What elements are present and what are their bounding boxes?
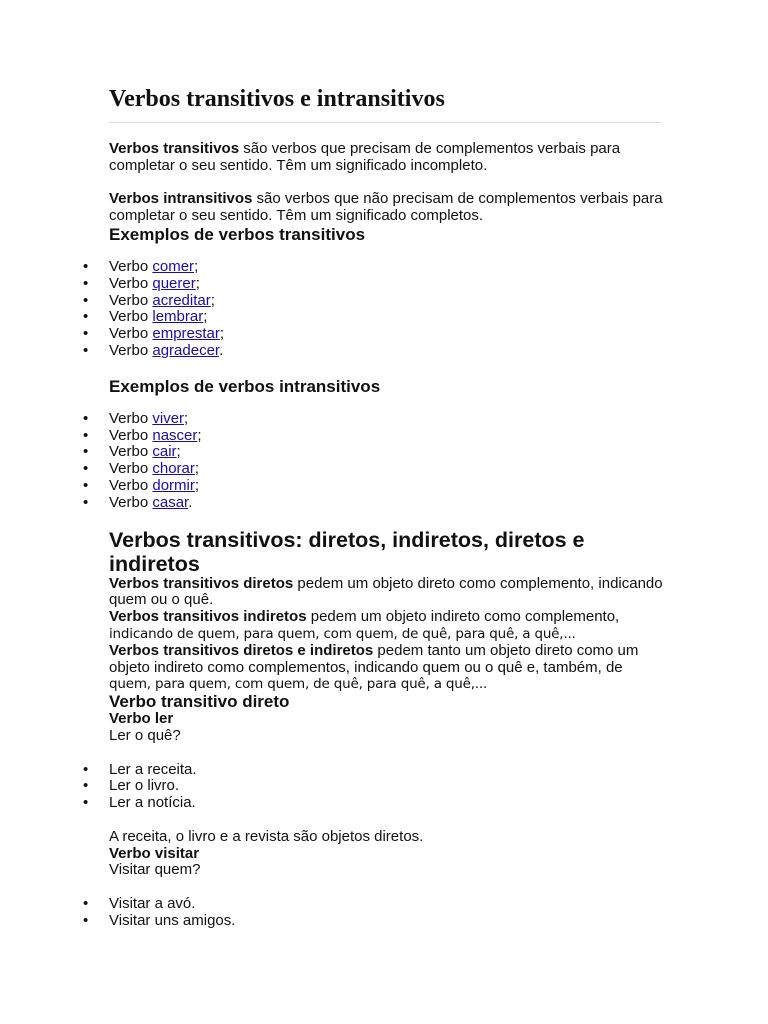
list-item: • Visitar uns amigos. (83, 911, 236, 929)
bullet-icon: • (83, 291, 89, 309)
definition-direct: pedem um objeto direto como complemento, indicando quem ou o quê. (109, 574, 663, 609)
indirect-examples: indicando de quem, para quem, com quem, de quê, para quê, a quê,... (109, 625, 576, 642)
bullet-icon: • (83, 325, 89, 343)
list-item: • Verbo viver; (83, 409, 189, 427)
list-item: • Verbo comer; (83, 257, 199, 275)
article-body (83, 140, 669, 929)
term-transitive: Verbos transitivos (109, 140, 240, 157)
verb-link-agradecer[interactable]: agradecer (152, 341, 220, 359)
list-item: • Verbo dormir; (83, 476, 200, 494)
heading-transitive-examples: Exemplos de verbos transitivos (109, 224, 366, 244)
verb-link-acreditar[interactable]: acreditar (152, 291, 211, 309)
intro-paragraph-intransitive (109, 191, 669, 225)
question-ler: Ler o quê? (109, 726, 181, 744)
bullet-icon: • (83, 257, 89, 275)
list-item: • Verbo acreditar; (83, 291, 215, 309)
title-divider (109, 122, 660, 123)
bullet-icon: • (83, 308, 89, 326)
bullet-icon: • (83, 341, 89, 359)
verb-link-emprestar[interactable]: emprestar (152, 325, 220, 343)
list-intransitive-examples (83, 409, 669, 512)
bullet-icon: • (83, 274, 89, 292)
verb-link-casar[interactable]: casar (152, 493, 189, 511)
bullet-icon: • (83, 409, 89, 427)
heading-intransitive-examples: Exemplos de verbos intransitivos (109, 376, 381, 396)
list-item: • Verbo cair; (83, 443, 181, 461)
verb-link-comer[interactable]: comer (152, 257, 195, 275)
heading-direct-verb: Verbo transitivo direto (109, 692, 290, 712)
list-item: • Verbo agradecer. (83, 341, 224, 359)
question-visitar: Visitar quem? (109, 861, 201, 879)
definition-intransitive: são verbos que não precisam de complementos verbais para completar o seu sentido. Têm um significado completos. (109, 190, 663, 225)
list-item: • Ler a receita. (83, 760, 197, 778)
list-item: • Ler o livro. (83, 777, 180, 795)
intro-paragraph-transitive (109, 141, 669, 175)
bullet-icon: • (83, 777, 89, 795)
verb-link-cair[interactable]: cair (152, 443, 177, 461)
bullet-icon: • (83, 794, 89, 812)
label-verb-ler: Verbo ler (109, 710, 174, 728)
list-visitar-examples (83, 894, 669, 930)
list-item: • Ler a notícia. (83, 794, 196, 812)
bullet-icon: • (83, 911, 89, 929)
list-item: • Verbo nascer; (83, 426, 202, 444)
label-verb-visitar: Verbo visitar (109, 844, 200, 862)
list-item: • Verbo chorar; (83, 460, 200, 478)
bullet-icon: • (83, 476, 89, 494)
definition-transitive: são verbos que precisam de complementos verbais para completar o seu sentido. Têm um significado incompleto. (109, 140, 621, 174)
list-item: • Verbo lembrar; (83, 308, 208, 326)
list-item: • Verbo emprestar; (83, 325, 225, 343)
paragraph-indirect (109, 609, 669, 643)
bullet-icon: • (83, 426, 89, 444)
bullet-icon: • (83, 443, 89, 461)
verb-link-dormir[interactable]: dormir (152, 476, 195, 494)
page-title: Verbos transitivos e intransitivos (109, 86, 445, 112)
heading-transitive-types: Verbos transitivos: diretos, indiretos, diretos e indiretos (109, 527, 585, 576)
list-item: • Visitar a avó. (83, 894, 196, 912)
term-direct-indirect: Verbos transitivos diretos e indiretos (109, 641, 374, 659)
bullet-icon: • (83, 894, 89, 912)
list-transitive-examples (83, 257, 669, 360)
list-item: • Verbo casar. (83, 493, 193, 511)
verb-link-chorar[interactable]: chorar (152, 460, 195, 478)
verb-link-nascer[interactable]: nascer (152, 426, 198, 444)
direct-indirect-examples: quem, para quem, com quem, de quê, para quê, a quê,... (109, 676, 488, 693)
paragraph-direct-indirect (109, 643, 669, 693)
term-intransitive: Verbos intransitivos (109, 190, 253, 208)
bullet-icon: • (83, 460, 89, 478)
verb-link-viver[interactable]: viver (152, 409, 185, 427)
term-direct: Verbos transitivos diretos (109, 574, 294, 592)
bullet-icon: • (83, 760, 89, 778)
verb-link-lembrar[interactable]: lembrar (152, 308, 204, 326)
note-direct-objects: A receita, o livro e a revista são objetos diretos. (109, 827, 424, 845)
verb-link-querer[interactable]: querer (152, 274, 196, 292)
definition-direct-indirect: pedem tanto um objeto direto como um objeto indireto como complementos, indicando quem ou o quê e, também, de (109, 641, 639, 676)
bullet-icon: • (83, 493, 89, 511)
list-ler-examples (83, 760, 669, 812)
list-item: • Verbo querer; (83, 274, 200, 292)
term-indirect: Verbos transitivos indiretos (109, 608, 307, 626)
definition-indirect: pedem um objeto indireto como complemento, (306, 608, 620, 626)
paragraph-direct (109, 576, 669, 610)
